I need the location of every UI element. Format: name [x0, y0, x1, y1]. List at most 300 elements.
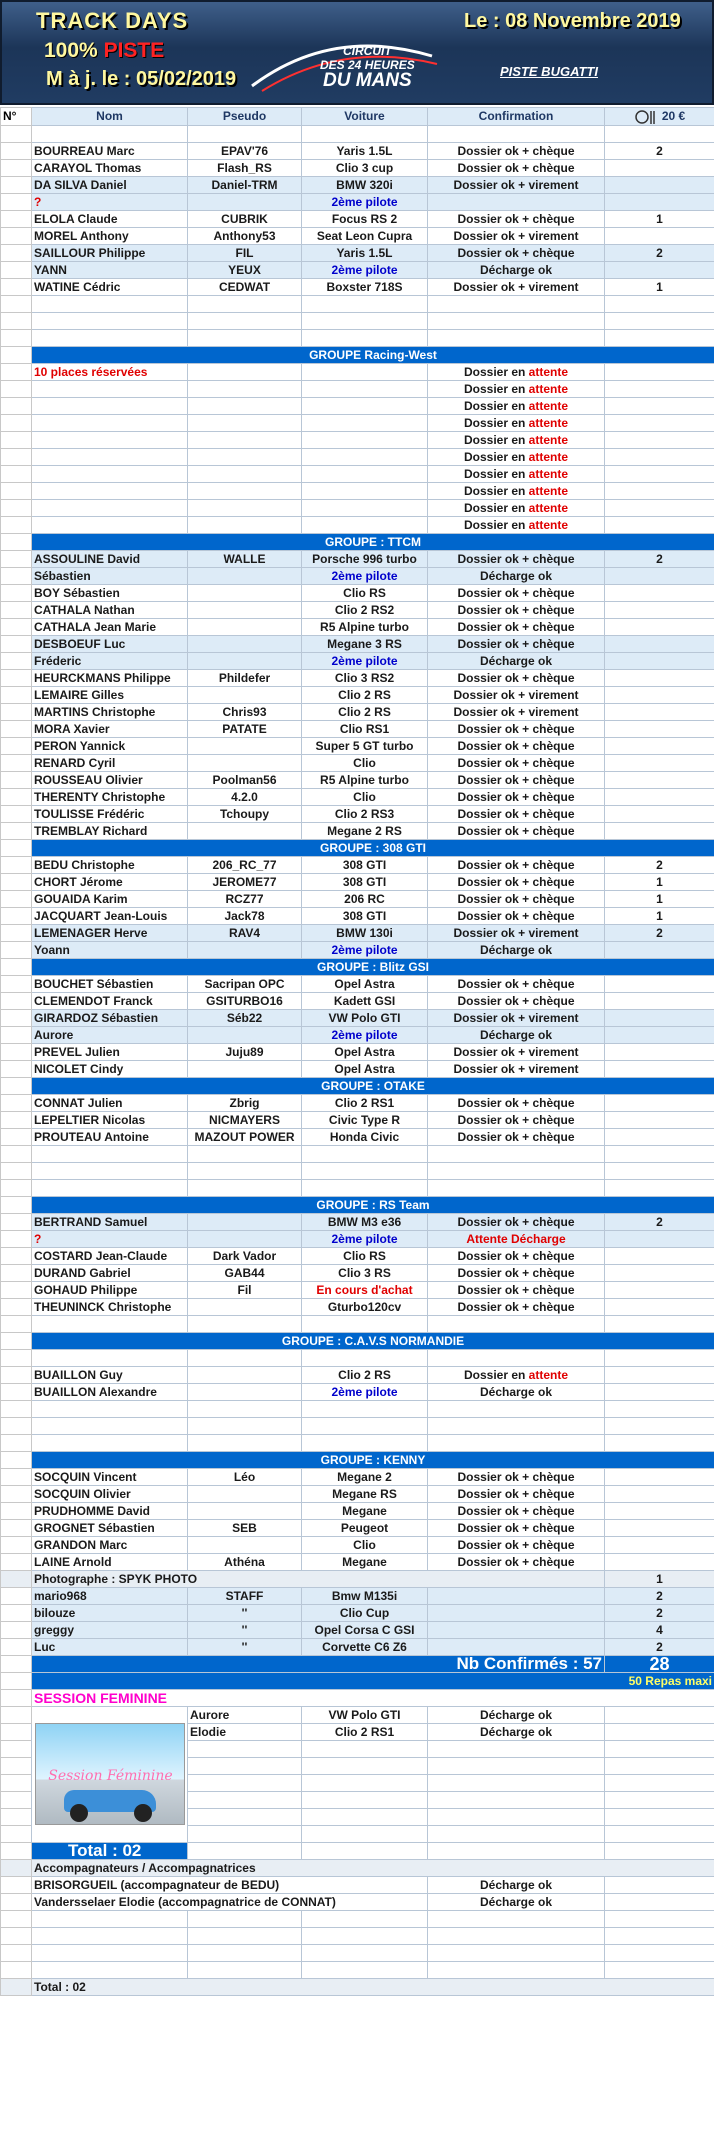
- car-cell: Clio 3 RS: [302, 1264, 428, 1281]
- name-cell: Yoann: [32, 941, 188, 958]
- num-cell: [1, 1774, 32, 1791]
- feminine-total: Total : 02: [32, 1842, 188, 1859]
- pseudo-cell: [188, 516, 302, 533]
- repas-cell: [605, 176, 714, 193]
- name-cell: [32, 414, 188, 431]
- feminine-confirmation: [428, 1774, 605, 1791]
- empty-cell: [32, 312, 188, 329]
- num-cell: [1, 584, 32, 601]
- name-cell: Aurore: [32, 1026, 188, 1043]
- num-cell: [1, 1213, 32, 1230]
- empty-row: [1, 295, 714, 312]
- feminine-name: [188, 1808, 302, 1825]
- photographer-label: Photographe : SPYK PHOTO: [32, 1570, 605, 1587]
- car-cell: Clio RS: [302, 1247, 428, 1264]
- confirmation-cell: Dossier en attente: [428, 1366, 605, 1383]
- confirmation-cell: Dossier ok + virement: [428, 1043, 605, 1060]
- empty-cell: [1, 1179, 32, 1196]
- table-row: [1, 1043, 714, 1060]
- pseudo-cell: [188, 1485, 302, 1502]
- confirmation-cell: [428, 1604, 605, 1621]
- feminine-confirmation: [428, 1757, 605, 1774]
- confirmation-cell: Dossier ok + virement: [428, 278, 605, 295]
- table-row: [1, 1247, 714, 1264]
- num-cell: [1, 1230, 32, 1247]
- num-cell: [1, 1468, 32, 1485]
- confirmed-count-value: 28: [605, 1655, 714, 1672]
- num-cell: [1, 1298, 32, 1315]
- repas-cell: 1: [605, 1570, 714, 1587]
- num-cell: [1, 1876, 32, 1893]
- table-row: [1, 1502, 714, 1519]
- num-cell: [1, 1111, 32, 1128]
- num-cell: [1, 1536, 32, 1553]
- confirmation-cell: Dossier ok + virement: [428, 227, 605, 244]
- pseudo-cell: [188, 822, 302, 839]
- car-cell: Opel Astra: [302, 1060, 428, 1077]
- name-cell: GOUAIDA Karim: [32, 890, 188, 907]
- car-cell: Peugeot: [302, 1519, 428, 1536]
- car-cell: Kadett GSI: [302, 992, 428, 1009]
- table-row: [1, 482, 714, 499]
- car-cell: BMW 320i: [302, 176, 428, 193]
- name-cell: [32, 380, 188, 397]
- pseudo-cell: Léo: [188, 1468, 302, 1485]
- car-cell: Megane: [302, 1553, 428, 1570]
- car-cell: 2ème pilote: [302, 261, 428, 278]
- num-cell: [1, 907, 32, 924]
- car-cell: Boxster 718S: [302, 278, 428, 295]
- name-cell: mario968: [32, 1587, 188, 1604]
- num-cell: [1, 1043, 32, 1060]
- pseudo-cell: Chris93: [188, 703, 302, 720]
- repas-cell: 1: [605, 873, 714, 890]
- table-row: [1, 1468, 714, 1485]
- num-cell: [1, 346, 32, 363]
- pseudo-cell: Poolman56: [188, 771, 302, 788]
- table-row: [1, 1230, 714, 1247]
- logo-line2: DES 24 HEURES: [320, 58, 415, 72]
- num-cell: [1, 465, 32, 482]
- empty-cell: [188, 1910, 302, 1927]
- table-row: [1, 805, 714, 822]
- pseudo-cell: [188, 499, 302, 516]
- feminine-title: SESSION FEMININE: [32, 1689, 714, 1706]
- table-row: [1, 686, 714, 703]
- table-row: [1, 1485, 714, 1502]
- confirmation-cell: Dossier ok + chèque: [428, 669, 605, 686]
- pseudo-cell: YEUX: [188, 261, 302, 278]
- repas-cell: [605, 1536, 714, 1553]
- confirmation-cell: Dossier en attente: [428, 499, 605, 516]
- car-cell: Clio 2 RS3: [302, 805, 428, 822]
- repas-cell: [605, 601, 714, 618]
- empty-row: [1, 1145, 714, 1162]
- car-cell: BMW M3 e36: [302, 1213, 428, 1230]
- repas-cell: [605, 652, 714, 669]
- num-cell: [1, 159, 32, 176]
- empty-row: [1, 1927, 714, 1944]
- table-row: [1, 1060, 714, 1077]
- num-cell: [1, 397, 32, 414]
- empty-cell: [1, 1145, 32, 1162]
- confirmation-cell: Dossier ok + chèque: [428, 1264, 605, 1281]
- empty-cell: [302, 1927, 428, 1944]
- attente-label: attente: [528, 500, 569, 515]
- pseudo-cell: CUBRIK: [188, 210, 302, 227]
- confirmation-cell: Dossier en attente: [428, 431, 605, 448]
- table-row: [1, 1536, 714, 1553]
- confirmation-cell: Dossier ok + chèque: [428, 1536, 605, 1553]
- feminine-car: [302, 1791, 428, 1808]
- confirmation-cell: Dossier ok + chèque: [428, 720, 605, 737]
- repas-cell: [605, 771, 714, 788]
- name-cell: Sébastien: [32, 567, 188, 584]
- empty-cell: [1, 312, 32, 329]
- accomp-total: Total : 02: [32, 1978, 714, 1995]
- empty-cell: [188, 1162, 302, 1179]
- name-cell: SAILLOUR Philippe: [32, 244, 188, 261]
- confirmation-cell: Dossier ok + chèque: [428, 822, 605, 839]
- car-cell: Super 5 GT turbo: [302, 737, 428, 754]
- attente-label: attente: [528, 415, 569, 430]
- empty-cell: [1, 1417, 32, 1434]
- empty-row: [1, 1944, 714, 1961]
- empty-cell: [428, 1944, 605, 1961]
- feminine-name: [188, 1825, 302, 1842]
- pseudo-cell: 4.2.0: [188, 788, 302, 805]
- empty-cell: [428, 1842, 605, 1859]
- table-row: [1, 1519, 714, 1536]
- pseudo-cell: PATATE: [188, 720, 302, 737]
- accomp-title: Accompagnateurs / Accompagnatrices: [32, 1859, 714, 1876]
- empty-cell: [605, 1145, 714, 1162]
- repas-cell: [605, 686, 714, 703]
- num-cell: [1, 278, 32, 295]
- name-cell: CHORT Jérome: [32, 873, 188, 890]
- confirmation-cell: Dossier en attente: [428, 363, 605, 380]
- confirmation-cell: Dossier ok + chèque: [428, 210, 605, 227]
- pseudo-cell: [188, 1230, 302, 1247]
- pseudo-cell: [188, 941, 302, 958]
- car-cell: 308 GTI: [302, 856, 428, 873]
- group-row: [1, 958, 714, 975]
- pseudo-cell: GAB44: [188, 1264, 302, 1281]
- circuit-logo: [320, 44, 415, 90]
- empty-cell: [188, 1944, 302, 1961]
- car-cell: 2ème pilote: [302, 193, 428, 210]
- pseudo-cell: [188, 431, 302, 448]
- repas-cell: 1: [605, 890, 714, 907]
- car-cell: Clio 2 RS: [302, 1366, 428, 1383]
- num-cell: [1, 635, 32, 652]
- num-cell: [1, 1587, 32, 1604]
- table-row: [1, 669, 714, 686]
- name-cell: PERON Yannick: [32, 737, 188, 754]
- num-cell: [1, 890, 32, 907]
- name-cell: DESBOEUF Luc: [32, 635, 188, 652]
- name-cell: SOCQUIN Olivier: [32, 1485, 188, 1502]
- logo-line1: CIRCUIT: [343, 44, 392, 58]
- name-cell: 10 places réservées: [32, 363, 188, 380]
- feminine-car: VW Polo GTI: [302, 1706, 428, 1723]
- table-row: [1, 652, 714, 669]
- table-row: [1, 448, 714, 465]
- num-cell: [1, 703, 32, 720]
- empty-cell: [32, 1179, 188, 1196]
- repas-cell: [605, 720, 714, 737]
- repas-cell: 1: [605, 210, 714, 227]
- empty-cell: [1, 1315, 32, 1332]
- feminine-total-row: [1, 1842, 714, 1859]
- repas-cell: 2: [605, 1638, 714, 1655]
- empty-cell: [605, 1927, 714, 1944]
- name-cell: BOURREAU Marc: [32, 142, 188, 159]
- feminine-name: [188, 1757, 302, 1774]
- group-row: [1, 1196, 714, 1213]
- empty-cell: [605, 1400, 714, 1417]
- pseudo-cell: Juju89: [188, 1043, 302, 1060]
- feminine-car: [302, 1757, 428, 1774]
- empty-cell: [605, 1417, 714, 1434]
- piste-title: [44, 39, 164, 63]
- car-cell: Gturbo120cv: [302, 1298, 428, 1315]
- empty-cell: [605, 1315, 714, 1332]
- name-cell: ROUSSEAU Olivier: [32, 771, 188, 788]
- repas-cell: [605, 414, 714, 431]
- repas-cell: [605, 1893, 714, 1910]
- table-row: [1, 1094, 714, 1111]
- name-cell: TREMBLAY Richard: [32, 822, 188, 839]
- num-cell: [1, 788, 32, 805]
- empty-cell: [428, 1910, 605, 1927]
- car-cell: 206 RC: [302, 890, 428, 907]
- repas-cell: [605, 1043, 714, 1060]
- confirmation-cell: Dossier en attente: [428, 397, 605, 414]
- group-title: GROUPE : KENNY: [32, 1451, 714, 1468]
- table-row: [1, 1587, 714, 1604]
- name-cell: Luc: [32, 1638, 188, 1655]
- table-row: [1, 618, 714, 635]
- feminine-row: [1, 1706, 714, 1723]
- name-cell: THEUNINCK Christophe: [32, 1298, 188, 1315]
- repas-cell: [605, 1825, 714, 1842]
- confirmation-cell: Décharge ok: [428, 261, 605, 278]
- repas-cell: [605, 261, 714, 278]
- empty-row: [1, 1349, 714, 1366]
- confirmation-cell: Dossier ok + chèque: [428, 584, 605, 601]
- pseudo-cell: [188, 1298, 302, 1315]
- num-cell: [1, 601, 32, 618]
- group-title: GROUPE : TTCM: [32, 533, 714, 550]
- empty-cell: [428, 329, 605, 346]
- pseudo-cell: '': [188, 1638, 302, 1655]
- empty-cell: [32, 295, 188, 312]
- pseudo-cell: [188, 1366, 302, 1383]
- name-cell: PROUTEAU Antoine: [32, 1128, 188, 1145]
- table-row: [1, 941, 714, 958]
- pseudo-cell: Séb22: [188, 1009, 302, 1026]
- confirmation-cell: Dossier ok + chèque: [428, 805, 605, 822]
- feminine-name: [188, 1740, 302, 1757]
- num-cell: [1, 1502, 32, 1519]
- confirmation-cell: Dossier ok + chèque: [428, 737, 605, 754]
- confirmation-cell: Décharge ok: [428, 652, 605, 669]
- confirmation-cell: Dossier ok + chèque: [428, 907, 605, 924]
- feminine-confirmation: Décharge ok: [428, 1723, 605, 1740]
- feminine-confirmation: [428, 1808, 605, 1825]
- repas-cell: [605, 499, 714, 516]
- car-cell: Porsche 996 turbo: [302, 550, 428, 567]
- confirmation-cell: Dossier ok + chèque: [428, 244, 605, 261]
- empty-cell: [428, 1400, 605, 1417]
- repas-cell: [605, 567, 714, 584]
- name-cell: CLEMENDOT Franck: [32, 992, 188, 1009]
- repas-cell: [605, 1366, 714, 1383]
- empty-cell: [302, 1145, 428, 1162]
- empty-cell: [428, 1162, 605, 1179]
- group-row: [1, 1451, 714, 1468]
- table-row: [1, 499, 714, 516]
- table-row: [1, 992, 714, 1009]
- car-cell: Corvette C6 Z6: [302, 1638, 428, 1655]
- num-cell: [1, 176, 32, 193]
- confirmation-cell: Dossier ok + virement: [428, 1060, 605, 1077]
- num-cell: [1, 550, 32, 567]
- car-cell: Clio Cup: [302, 1604, 428, 1621]
- confirmation-cell: Décharge ok: [428, 1026, 605, 1043]
- name-cell: GRANDON Marc: [32, 1536, 188, 1553]
- empty-cell: [605, 1162, 714, 1179]
- empty-cell: [605, 1944, 714, 1961]
- piste-pct: 100%: [44, 39, 98, 62]
- pseudo-cell: MAZOUT POWER: [188, 1128, 302, 1145]
- confirmation-cell: Dossier ok + chèque: [428, 771, 605, 788]
- name-cell: Fréderic: [32, 652, 188, 669]
- accomp-title-row: [1, 1859, 714, 1876]
- confirmation-cell: Dossier ok + chèque: [428, 856, 605, 873]
- empty-cell: [605, 329, 714, 346]
- empty-row: [1, 1961, 714, 1978]
- pseudo-cell: [188, 618, 302, 635]
- pseudo-cell: [188, 567, 302, 584]
- confirmation-cell: Dossier en attente: [428, 465, 605, 482]
- empty-cell: [428, 125, 605, 142]
- num-cell: [1, 856, 32, 873]
- table-row: [1, 1298, 714, 1315]
- empty-cell: [32, 1315, 188, 1332]
- repas-cell: [605, 482, 714, 499]
- num-cell: [1, 839, 32, 856]
- repas-cell: [605, 1128, 714, 1145]
- pseudo-cell: [188, 754, 302, 771]
- confirmation-cell: [428, 1587, 605, 1604]
- num-cell: [1, 1655, 32, 1672]
- car-cell: [302, 397, 428, 414]
- pseudo-cell: NICMAYERS: [188, 1111, 302, 1128]
- empty-cell: [188, 329, 302, 346]
- car-cell: En cours d'achat: [302, 1281, 428, 1298]
- num-cell: [1, 686, 32, 703]
- name-cell: ELOLA Claude: [32, 210, 188, 227]
- table-row: [1, 227, 714, 244]
- pseudo-cell: [188, 363, 302, 380]
- name-cell: ?: [32, 193, 188, 210]
- confirmed-count-label: Nb Confirmés : 57: [32, 1655, 605, 1672]
- num-cell: [1, 1638, 32, 1655]
- empty-row: [1, 125, 714, 142]
- pseudo-cell: Jack78: [188, 907, 302, 924]
- table-row: [1, 1383, 714, 1400]
- attente-label: attente: [528, 517, 569, 532]
- repas-cell: [605, 992, 714, 1009]
- empty-cell: [188, 1315, 302, 1332]
- num-cell: [1, 448, 32, 465]
- pseudo-cell: WALLE: [188, 550, 302, 567]
- empty-cell: [1, 329, 32, 346]
- pseudo-cell: STAFF: [188, 1587, 302, 1604]
- repas-cell: [605, 1723, 714, 1740]
- confirmation-cell: Dossier ok + virement: [428, 686, 605, 703]
- empty-cell: [1, 1927, 32, 1944]
- pseudo-cell: [188, 465, 302, 482]
- car-cell: Megane 3 RS: [302, 635, 428, 652]
- num-cell: [1, 1383, 32, 1400]
- num-cell: [1, 431, 32, 448]
- empty-cell: [302, 1315, 428, 1332]
- feminine-image-cell: [32, 1706, 188, 1842]
- name-cell: DA SILVA Daniel: [32, 176, 188, 193]
- table-row: [1, 1111, 714, 1128]
- num-cell: [1, 1264, 32, 1281]
- empty-cell: [428, 1434, 605, 1451]
- repas-cell: 2: [605, 1213, 714, 1230]
- num-cell: [1, 1247, 32, 1264]
- confirmation-cell: Dossier ok + chèque: [428, 1111, 605, 1128]
- empty-cell: [428, 1145, 605, 1162]
- num-cell: [1, 1893, 32, 1910]
- group-title: GROUPE : OTAKE: [32, 1077, 714, 1094]
- empty-cell: [302, 1349, 428, 1366]
- confirmation-cell: Dossier ok + chèque: [428, 550, 605, 567]
- empty-row: [1, 1434, 714, 1451]
- car-cell: 2ème pilote: [302, 941, 428, 958]
- table-row: [1, 261, 714, 278]
- confirmation-cell: Dossier ok + chèque: [428, 1094, 605, 1111]
- table-row: [1, 754, 714, 771]
- name-cell: GIRARDOZ Sébastien: [32, 1009, 188, 1026]
- confirmation-cell: Dossier ok + chèque: [428, 635, 605, 652]
- num-cell: [1, 1451, 32, 1468]
- car-cell: [302, 431, 428, 448]
- table-row: [1, 516, 714, 533]
- num-cell: [1, 210, 32, 227]
- empty-cell: [605, 1842, 714, 1859]
- pseudo-cell: RAV4: [188, 924, 302, 941]
- name-cell: MARTINS Christophe: [32, 703, 188, 720]
- num-cell: [1, 1723, 32, 1740]
- empty-cell: [1, 1400, 32, 1417]
- empty-cell: [188, 295, 302, 312]
- repas-cell: [605, 1468, 714, 1485]
- repas-cell: [605, 516, 714, 533]
- empty-cell: [428, 312, 605, 329]
- track-days-title: TRACK DAYS: [36, 8, 189, 33]
- repas-cell: 2: [605, 550, 714, 567]
- table-row: [1, 363, 714, 380]
- repas-cell: [605, 1519, 714, 1536]
- empty-cell: [302, 329, 428, 346]
